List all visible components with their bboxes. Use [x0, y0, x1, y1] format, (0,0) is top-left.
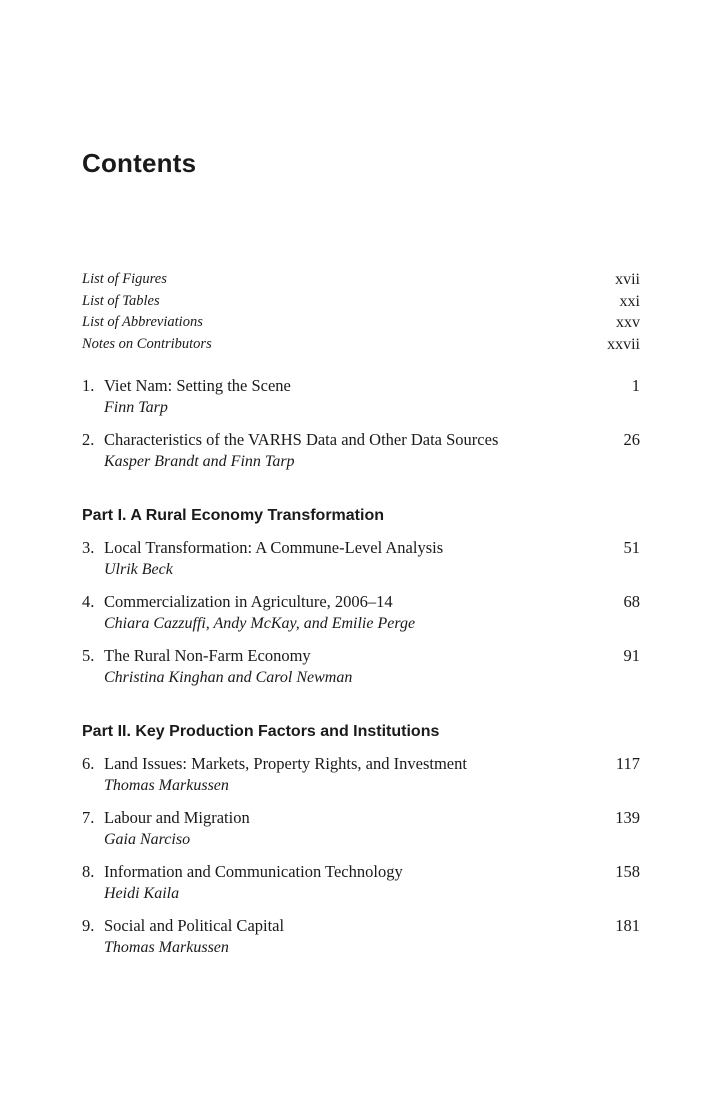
page-number: xxvii [607, 336, 640, 354]
chapter-authors: Heidi Kaila [104, 885, 180, 902]
page-number: 139 [615, 808, 640, 827]
part-heading: Part II. Key Production Factors and Institutions [82, 723, 440, 740]
part-heading: Part I. A Rural Economy Transformation [82, 507, 384, 524]
chapter-number: 6. [82, 754, 95, 773]
chapter-number: 2. [82, 430, 95, 449]
chapter-number: 1. [82, 376, 95, 395]
chapter-title: Information and Communication Technology [104, 862, 403, 881]
chapter-authors: Chiara Cazzuffi, Andy McKay, and Emilie Perge [104, 615, 416, 632]
chapter-number: 8. [82, 862, 95, 881]
front-matter-label: List of Abbreviations [82, 314, 203, 331]
chapter-entry[interactable] [82, 537, 640, 581]
page-number: 181 [615, 916, 640, 935]
chapter-entry[interactable] [82, 591, 640, 635]
chapter-number: 4. [82, 592, 95, 611]
front-matter-label: List of Figures [82, 271, 167, 287]
page-number: 91 [623, 646, 640, 665]
chapter-number: 3. [82, 538, 95, 557]
front-matter-item[interactable] [82, 269, 640, 291]
chapter-authors: Finn Tarp [104, 399, 168, 416]
chapter-number: 9. [82, 916, 95, 935]
front-matter-item[interactable] [82, 334, 640, 356]
chapter-entry[interactable] [82, 807, 640, 851]
chapter-entry[interactable] [82, 753, 640, 797]
chapter-title: Social and Political Capital [104, 916, 285, 935]
front-matter-item[interactable] [82, 312, 640, 334]
chapter-authors: Thomas Markussen [104, 939, 229, 956]
front-matter-label: Notes on Contributors [82, 336, 212, 353]
front-matter-list [82, 269, 640, 356]
chapter-title: Local Transformation: A Commune-Level Analysis [104, 538, 444, 557]
chapter-entry[interactable] [82, 645, 640, 689]
chapter-number: 5. [82, 646, 95, 665]
chapter-title: The Rural Non-Farm Economy [104, 646, 311, 665]
chapter-entry[interactable] [82, 429, 640, 473]
chapter-authors: Thomas Markussen [104, 777, 229, 794]
page-number: 51 [623, 538, 640, 557]
page-number: xvii [615, 271, 640, 288]
chapter-title: Viet Nam: Setting the Scene [104, 376, 291, 395]
page-number: xxv [616, 314, 640, 332]
chapter-entry[interactable] [82, 915, 640, 959]
page-number: 117 [615, 754, 640, 773]
page-number: 158 [615, 862, 640, 881]
chapter-title: Land Issues: Markets, Property Rights, and Investment [104, 754, 467, 773]
chapter-number: 7. [82, 808, 95, 827]
chapter-entry[interactable] [82, 375, 640, 419]
chapter-title: Characteristics of the VARHS Data and Other Data Sources [104, 430, 499, 449]
chapter-entry[interactable] [82, 861, 640, 905]
page-number: 1 [631, 376, 640, 395]
chapter-title: Commercialization in Agriculture, 2006–14 [104, 592, 393, 611]
front-matter-item[interactable] [82, 291, 640, 313]
page-number: 26 [623, 430, 640, 449]
chapter-title: Labour and Migration [104, 808, 250, 827]
chapter-authors: Kasper Brandt and Finn Tarp [104, 453, 295, 470]
page-title: Contents [82, 148, 197, 178]
page-number: xxi [619, 292, 640, 310]
front-matter-label: List of Tables [82, 292, 160, 309]
page-number: 68 [623, 592, 640, 611]
chapter-authors: Ulrik Beck [104, 561, 173, 578]
chapter-authors: Gaia Narciso [104, 831, 191, 848]
chapter-authors: Christina Kinghan and Carol Newman [104, 669, 353, 686]
